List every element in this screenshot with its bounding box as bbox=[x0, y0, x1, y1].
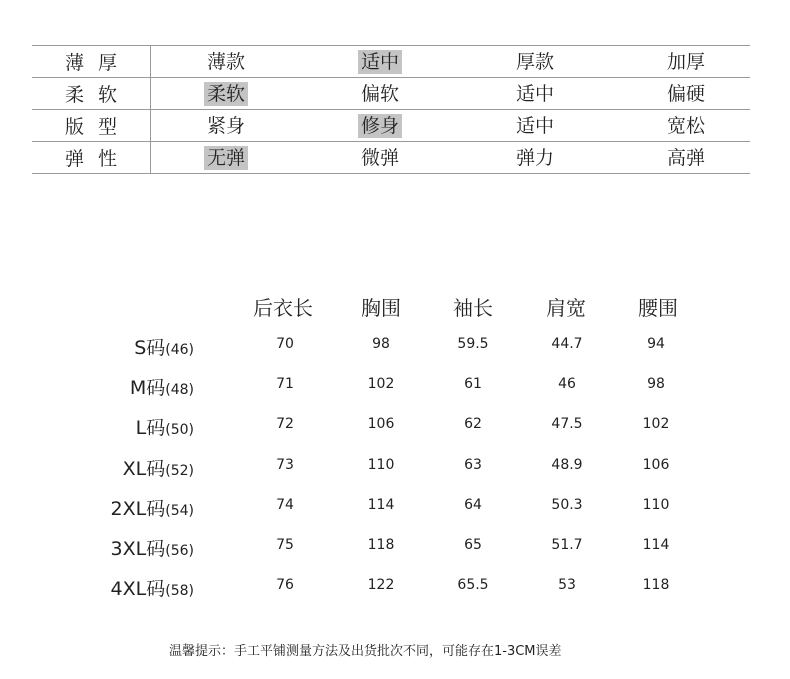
size-row-label bbox=[111, 574, 194, 601]
size-value-cell: 76 bbox=[276, 577, 294, 593]
size-value-cell: 44.7 bbox=[551, 336, 583, 352]
size-value-cell: 106 bbox=[367, 416, 395, 432]
measurement-tip: 温馨提示：手工平铺测量方法及出货批次不同，可能存在1-3CM误差 bbox=[169, 644, 562, 659]
size-code: (52) bbox=[165, 463, 194, 479]
size-name: XL码 bbox=[122, 458, 166, 480]
size-value-cell: 70 bbox=[276, 336, 294, 352]
size-value-cell: 102 bbox=[642, 416, 670, 432]
size-value-cell: 48.9 bbox=[551, 457, 583, 473]
size-value-cell: 46 bbox=[558, 376, 576, 392]
size-row-label bbox=[111, 494, 194, 521]
attr-option-selected: 修身 bbox=[358, 114, 402, 138]
attr-option-selected: 无弹 bbox=[204, 146, 248, 170]
size-row-label bbox=[123, 454, 194, 481]
attr-option: 适中 bbox=[516, 115, 555, 137]
size-value-cell: 53 bbox=[558, 577, 576, 593]
size-value-cell: 62 bbox=[464, 416, 482, 432]
size-row-label bbox=[111, 534, 194, 561]
attr-option-selected: 适中 bbox=[358, 50, 402, 74]
size-value-cell: 110 bbox=[367, 457, 395, 473]
attr-option: 偏硬 bbox=[667, 83, 706, 105]
size-header-waist: 腰围 bbox=[638, 296, 678, 320]
attr-option: 微弹 bbox=[361, 147, 400, 169]
size-value-cell: 75 bbox=[276, 537, 294, 553]
size-value-cell: 73 bbox=[276, 457, 294, 473]
fabric-attribute-table bbox=[32, 45, 750, 174]
size-name: M码 bbox=[129, 377, 166, 399]
size-value-cell: 59.5 bbox=[457, 336, 489, 352]
size-value-cell: 114 bbox=[642, 537, 670, 553]
attr-option: 高弹 bbox=[667, 147, 706, 169]
attr-option: 紧身 bbox=[207, 115, 246, 137]
size-code: (58) bbox=[165, 583, 194, 599]
size-name: 4XL码 bbox=[110, 578, 166, 600]
attr-row-softness bbox=[32, 78, 750, 110]
size-value-cell: 65 bbox=[464, 537, 482, 553]
size-value-cell: 47.5 bbox=[551, 416, 583, 432]
size-code: (56) bbox=[165, 543, 194, 559]
size-code: (46) bbox=[165, 342, 194, 358]
attr-option: 适中 bbox=[516, 83, 555, 105]
size-name: 2XL码 bbox=[110, 498, 166, 520]
size-value-cell: 98 bbox=[372, 336, 390, 352]
size-header-back-length: 后衣长 bbox=[253, 296, 313, 320]
size-value-cell: 106 bbox=[642, 457, 670, 473]
size-value-cell: 51.7 bbox=[551, 537, 583, 553]
size-value-cell: 72 bbox=[276, 416, 294, 432]
size-header-chest: 胸围 bbox=[361, 296, 401, 320]
size-value-cell: 102 bbox=[367, 376, 395, 392]
size-value-cell: 61 bbox=[464, 376, 482, 392]
attr-row-elasticity bbox=[32, 142, 750, 174]
size-value-cell: 122 bbox=[367, 577, 395, 593]
size-value-cell: 118 bbox=[642, 577, 670, 593]
attr-label: 版型 bbox=[32, 110, 151, 141]
size-value-cell: 94 bbox=[647, 336, 665, 352]
size-value-cell: 118 bbox=[367, 537, 395, 553]
size-name: 3XL码 bbox=[110, 538, 166, 560]
size-value-cell: 63 bbox=[464, 457, 482, 473]
size-header-sleeve: 袖长 bbox=[453, 296, 493, 320]
attr-option: 薄款 bbox=[207, 51, 246, 73]
attr-row-thickness bbox=[32, 46, 750, 78]
attr-label: 薄厚 bbox=[32, 46, 151, 77]
size-value-cell: 110 bbox=[642, 497, 670, 513]
size-code: (50) bbox=[165, 422, 194, 438]
size-code: (48) bbox=[165, 382, 194, 398]
attr-option: 加厚 bbox=[667, 51, 706, 73]
attr-option: 弹力 bbox=[516, 147, 555, 169]
attr-row-fit bbox=[32, 110, 750, 142]
attr-option: 偏软 bbox=[361, 83, 400, 105]
size-header-shoulder: 肩宽 bbox=[546, 296, 586, 320]
size-value-cell: 64 bbox=[464, 497, 482, 513]
attr-option: 厚款 bbox=[516, 51, 555, 73]
attr-label: 弹性 bbox=[32, 142, 151, 173]
attr-option-selected: 柔软 bbox=[204, 82, 248, 106]
size-value-cell: 98 bbox=[647, 376, 665, 392]
size-row-label bbox=[136, 413, 194, 440]
size-name: S码 bbox=[134, 337, 166, 359]
size-value-cell: 74 bbox=[276, 497, 294, 513]
attr-option: 宽松 bbox=[667, 115, 706, 137]
size-name: L码 bbox=[135, 417, 166, 439]
size-value-cell: 114 bbox=[367, 497, 395, 513]
size-value-cell: 65.5 bbox=[457, 577, 489, 593]
size-value-cell: 71 bbox=[276, 376, 294, 392]
size-row-label bbox=[130, 373, 194, 400]
size-value-cell: 50.3 bbox=[551, 497, 583, 513]
attr-label: 柔软 bbox=[32, 78, 151, 109]
size-row-label bbox=[134, 333, 194, 360]
size-code: (54) bbox=[165, 503, 194, 519]
